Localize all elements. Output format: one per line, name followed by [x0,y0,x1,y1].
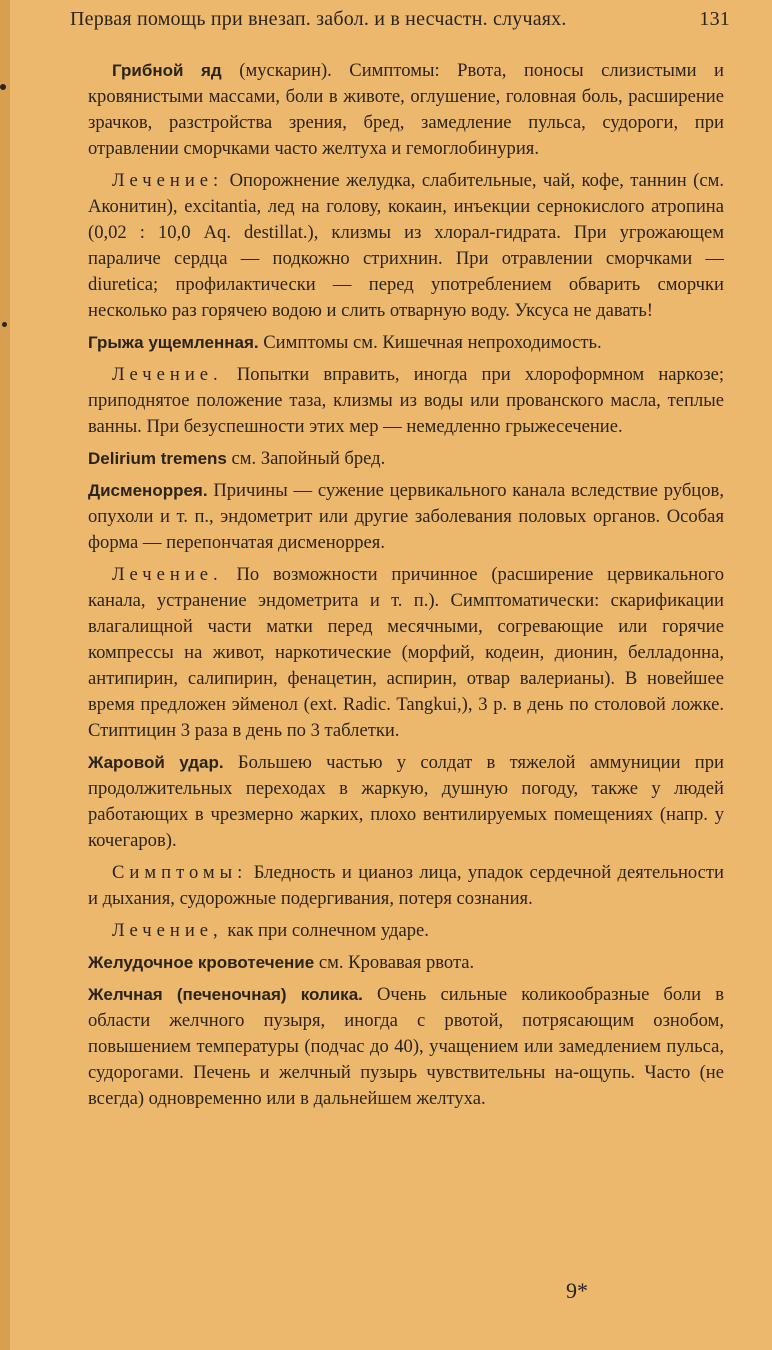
section-label: Лечение. [112,364,223,385]
entry-paragraph [88,982,724,1112]
entry-text: Попытки вправить, иногда при хлороформном наркозе; приподнятое положение таза, клизмы из воды или прованского масла, теплые ванны. При безуспешности этих мер — немедленно грыжесечение. [88,364,724,437]
entry-headword: Жаровой удар. [88,753,224,772]
entry-paragraph [88,330,724,356]
entry-text: Симптомы см. Кишечная непроходимость. [258,332,602,353]
entry-paragraph [88,446,724,472]
section-label: Лечение, [112,920,223,941]
page-body [88,58,724,1118]
ink-speck [0,84,6,90]
entry-paragraph [88,860,724,912]
entry-text: см. Кровавая рвота. [314,952,475,973]
entry-paragraph [88,478,724,556]
running-head [70,8,730,31]
entry-text: Очень сильные коликообразные боли в области желчного пузыря, иногда с рвотой, потрясающим ознобом, повышением температуры (подчас до 40), учащением или замедлением пульса, судорогами. Печень и желчный пузырь чувствительны на-ощупь. Часто (не всегда) одновременно или в дальнейшем желтуха. [88,984,724,1109]
ink-speck [2,322,7,327]
entry-headword: Грыжа ущемленная. [88,333,259,352]
entry-paragraph [88,918,724,944]
signature-mark: 9* [566,1278,588,1303]
section-label: Лечение. [112,564,223,585]
entry-headword: Желудочное кровотечение [88,953,315,972]
entry-text: Причины — сужение цервикального канала вследствие рубцов, опухоли и т. п., эндометрит или другие заболевания половых органов. Особая форма — перепончатая дисменоррея. [88,480,724,553]
entry-headword: Грибной яд [112,61,222,80]
entry-headword: Delirium tremens [88,449,227,468]
entry-headword: Дисменоррея. [88,481,208,500]
entry-text: Большею частью у солдат в тяжелой аммуниции при продолжительных переходах в жаркую, душную погоду, также у людей работающих в чрезмерно жарких, плохо вентилируемых помещениях (напр. у кочегаров). [88,752,725,851]
entry-headword: Желчная (печеночная) колика. [88,985,363,1004]
entry-paragraph [88,950,724,976]
page-number: 131 [699,8,730,30]
entry-text: По возможности причинное (расширение цервикального канала, устранение эндометрита и т. п.). Симптоматически: скарификации влагалищной части матки перед месячными, согревающие или горячие компрессы на живот, наркотические (морфий, кодеин, дионин, белладонна, антипирин, салипирин, фенацетин, аспирин, отвар валерианы). В новейшее время предложен эйменол (ext. Radic. Tangkui,), 3 р. в день по столовой ложке. Стиптицин 3 раза в день по 3 таблетки. [88,564,724,741]
entry-paragraph [88,750,724,854]
entry-paragraph [88,362,724,440]
page-binding-edge [0,0,10,1350]
entry-paragraph [88,562,724,744]
entry-text: (мускарин). Симптомы: Рвота, поносы слизистыми и кровянистыми массами, боли в животе, оглушение, головная боль, расширение зрачков, разстройства зрения, бред, замедление пульса, судороги, при отравлении сморчками часто желтуха и гемоглобинурия. [88,60,724,159]
entry-paragraph [88,168,724,324]
entry-text: см. Запойный бред. [226,448,386,469]
entry-text: как при солнечном ударе. [222,920,429,941]
section-label: Симптомы: [112,862,248,883]
running-head-title: Первая помощь при внезап. забол. и в несчастн. случаях. [70,8,567,30]
entry-text: Опорожнение желудка, слабительные, чай, кофе, таннин (см. Аконитин), excitantia, лед на голову, кокаин, инъекции сернокислого атропина (0,02 : 10,0 Aq. destillat.), клизмы из хлорал-гидрата. При угрожающем параличе сердца — подкожно стрихнин. При отравлении сморчками — diuretica; профилактически — перед употреблением обварить сморчки несколько раз горячею водою и слить отварную воду. Уксуса не давать! [88,170,724,321]
entry-text: Бледность и цианоз лица, упадок сердечной деятельности и дыхания, судорожные подергивания, потеря сознания. [88,862,724,909]
entry-paragraph [88,58,724,162]
section-label: Лечение: [112,170,224,191]
